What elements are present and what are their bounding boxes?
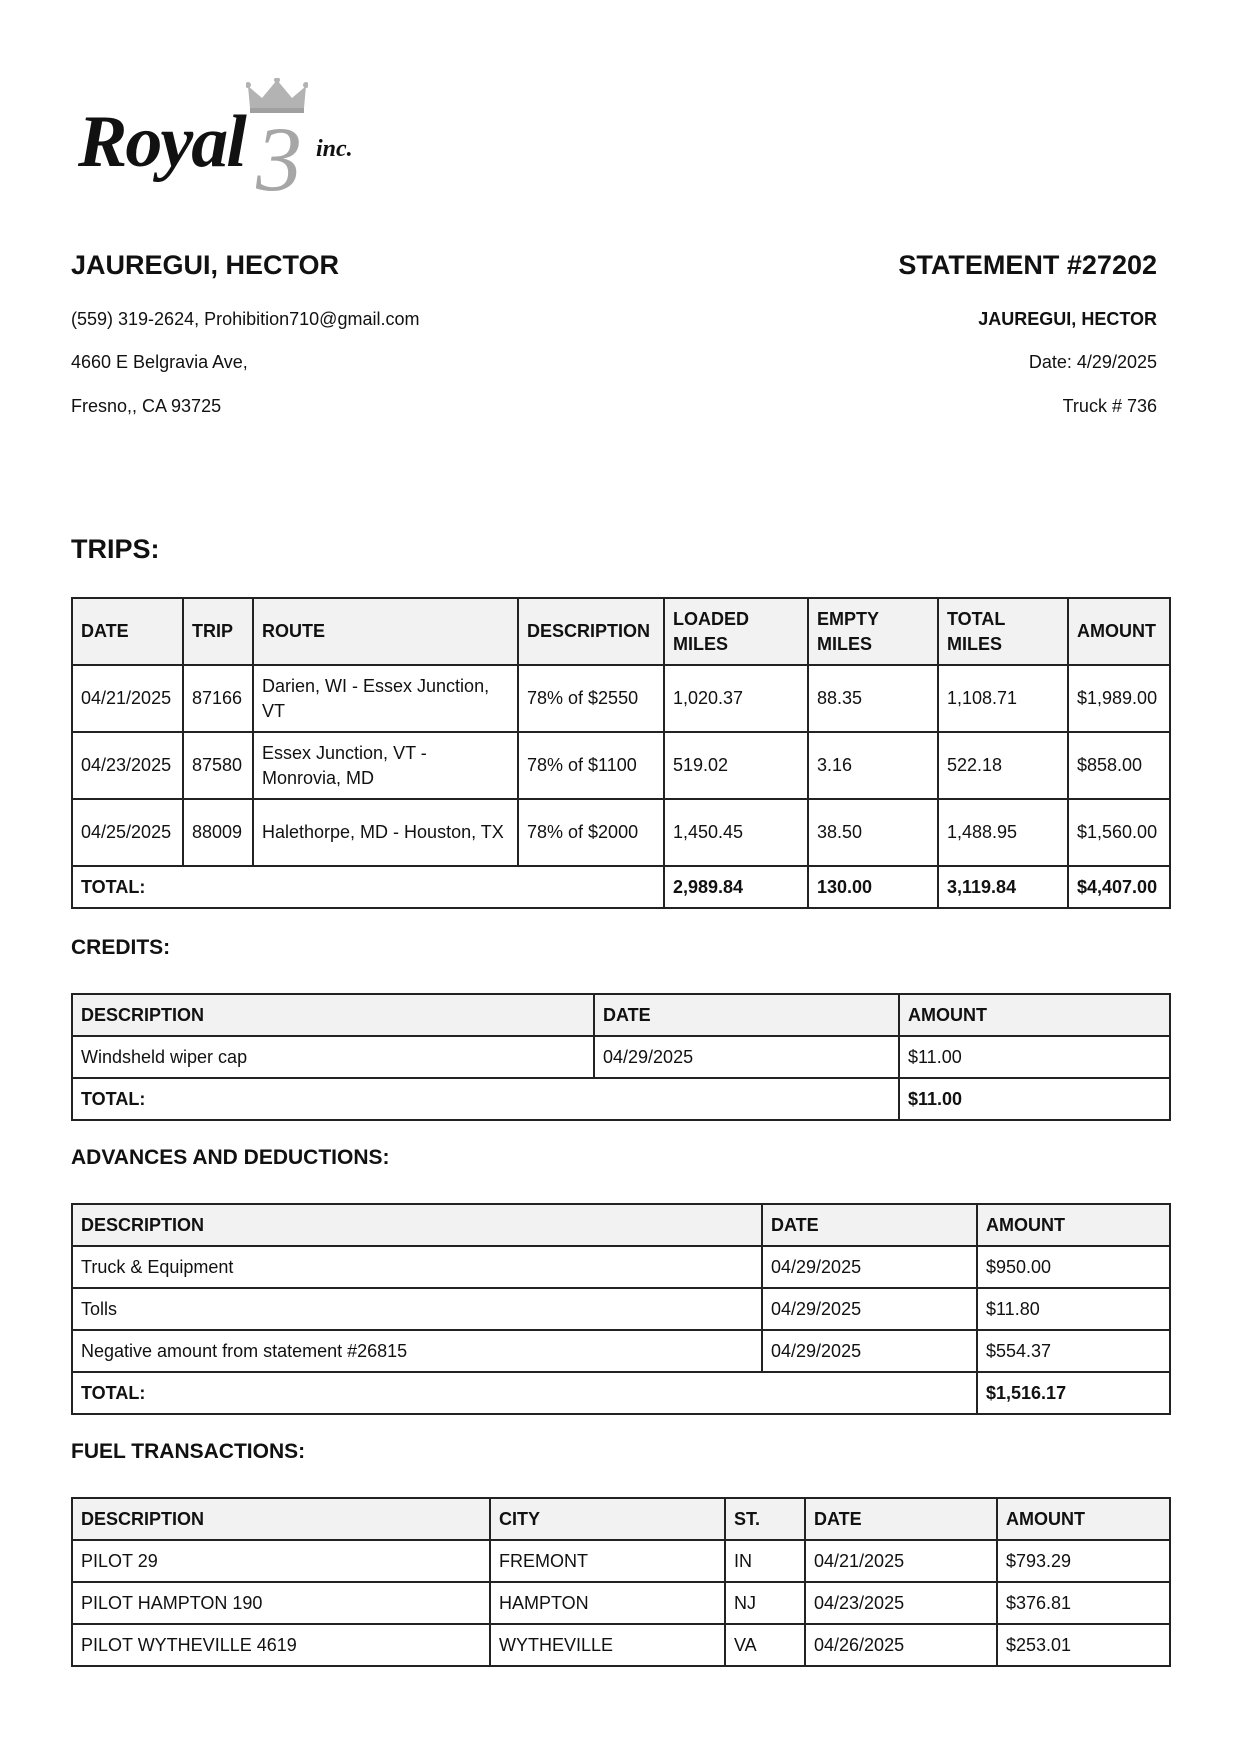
fuel-title: FUEL TRANSACTIONS: — [71, 1440, 306, 1463]
col-header: DATE — [594, 994, 899, 1036]
credits-header-row — [72, 994, 1170, 1036]
trip-description: 78% of $2000 — [518, 799, 664, 866]
trip-amount: $858.00 — [1068, 732, 1170, 799]
statement-driver: JAUREGUI, HECTOR — [978, 309, 1157, 329]
col-header: AMOUNT — [997, 1498, 1170, 1540]
advances-title: ADVANCES AND DEDUCTIONS: — [71, 1146, 390, 1169]
trips-total-row — [72, 866, 1170, 908]
total-amount: $4,407.00 — [1068, 866, 1170, 908]
fuel-header-row — [72, 1498, 1170, 1540]
advance-description: Tolls — [72, 1288, 762, 1330]
advances-total-row — [72, 1372, 1170, 1414]
trip-amount: $1,560.00 — [1068, 799, 1170, 866]
col-header: TRIP — [183, 598, 253, 665]
total-loaded-miles: 2,989.84 — [664, 866, 808, 908]
col-header: AMOUNT — [899, 994, 1170, 1036]
col-header: AMOUNT — [977, 1204, 1170, 1246]
total-label: TOTAL: — [72, 1372, 977, 1414]
trip-route: Darien, WI - Essex Junction, VT — [253, 665, 518, 732]
table-row — [72, 1246, 1170, 1288]
advance-amount: $554.37 — [977, 1330, 1170, 1372]
fuel-table — [71, 1497, 1171, 1667]
statement-title: STATEMENT #27202 — [898, 250, 1157, 280]
advance-date: 04/29/2025 — [762, 1330, 977, 1372]
driver-contact: (559) 319-2624, Prohibition710@gmail.com — [71, 309, 420, 329]
advance-description: Negative amount from statement #26815 — [72, 1330, 762, 1372]
credits-total-row — [72, 1078, 1170, 1120]
credits-table — [71, 993, 1171, 1121]
col-header: DESCRIPTION — [518, 598, 664, 665]
truck-number: Truck # 736 — [1062, 396, 1157, 416]
col-header: DATE — [72, 598, 183, 665]
col-header: EMPTY MILES — [808, 598, 938, 665]
col-header: DESCRIPTION — [72, 994, 594, 1036]
fuel-description: PILOT WYTHEVILLE 4619 — [72, 1624, 490, 1666]
trip-total-miles: 522.18 — [938, 732, 1068, 799]
trip-total-miles: 1,488.95 — [938, 799, 1068, 866]
trip-total-miles: 1,108.71 — [938, 665, 1068, 732]
table-row — [72, 1624, 1170, 1666]
fuel-amount: $793.29 — [997, 1540, 1170, 1582]
logo-brand: Royal — [78, 101, 245, 183]
advance-description: Truck & Equipment — [72, 1246, 762, 1288]
table-row — [72, 732, 1170, 799]
total-label: TOTAL: — [72, 866, 664, 908]
trip-loaded-miles: 1,020.37 — [664, 665, 808, 732]
advance-amount: $950.00 — [977, 1246, 1170, 1288]
fuel-city: FREMONT — [490, 1540, 725, 1582]
credit-description: Windsheld wiper cap — [72, 1036, 594, 1078]
total-amount: $11.00 — [899, 1078, 1170, 1120]
fuel-state: VA — [725, 1624, 805, 1666]
advances-table — [71, 1203, 1171, 1415]
total-empty-miles: 130.00 — [808, 866, 938, 908]
trips-header-row — [72, 598, 1170, 665]
trip-number: 88009 — [183, 799, 253, 866]
col-header: DATE — [762, 1204, 977, 1246]
fuel-state: NJ — [725, 1582, 805, 1624]
col-header: DESCRIPTION — [72, 1204, 762, 1246]
trip-amount: $1,989.00 — [1068, 665, 1170, 732]
table-row — [72, 1036, 1170, 1078]
col-header: DATE — [805, 1498, 997, 1540]
advance-date: 04/29/2025 — [762, 1246, 977, 1288]
advances-header-row — [72, 1204, 1170, 1246]
driver-name: JAUREGUI, HECTOR — [71, 250, 340, 280]
trip-date: 04/21/2025 — [72, 665, 183, 732]
fuel-date: 04/21/2025 — [805, 1540, 997, 1582]
trip-number: 87580 — [183, 732, 253, 799]
table-row — [72, 1540, 1170, 1582]
credit-date: 04/29/2025 — [594, 1036, 899, 1078]
total-total-miles: 3,119.84 — [938, 866, 1068, 908]
col-header: CITY — [490, 1498, 725, 1540]
trips-table — [71, 597, 1171, 909]
trip-empty-miles: 3.16 — [808, 732, 938, 799]
logo-number: 3 — [256, 108, 302, 210]
fuel-amount: $376.81 — [997, 1582, 1170, 1624]
trip-empty-miles: 38.50 — [808, 799, 938, 866]
statement-date: Date: 4/29/2025 — [1028, 352, 1157, 372]
driver-address-line2: Fresno,, CA 93725 — [71, 396, 222, 416]
trip-number: 87166 — [183, 665, 253, 732]
col-header: TOTAL MILES — [938, 598, 1068, 665]
fuel-date: 04/26/2025 — [805, 1624, 997, 1666]
logo-suffix: inc. — [316, 136, 353, 162]
trip-loaded-miles: 1,450.45 — [664, 799, 808, 866]
fuel-description: PILOT 29 — [72, 1540, 490, 1582]
trip-date: 04/23/2025 — [72, 732, 183, 799]
driver-address-line1: 4660 E Belgravia Ave, — [71, 352, 248, 372]
total-amount: $1,516.17 — [977, 1372, 1170, 1414]
trip-description: 78% of $2550 — [518, 665, 664, 732]
table-row — [72, 1330, 1170, 1372]
total-label: TOTAL: — [72, 1078, 899, 1120]
fuel-city: WYTHEVILLE — [490, 1624, 725, 1666]
fuel-city: HAMPTON — [490, 1582, 725, 1624]
table-row — [72, 799, 1170, 866]
trip-route: Essex Junction, VT - Monrovia, MD — [253, 732, 518, 799]
fuel-date: 04/23/2025 — [805, 1582, 997, 1624]
col-header: ROUTE — [253, 598, 518, 665]
credits-title: CREDITS: — [71, 936, 171, 959]
fuel-state: IN — [725, 1540, 805, 1582]
advance-date: 04/29/2025 — [762, 1288, 977, 1330]
credit-amount: $11.00 — [899, 1036, 1170, 1078]
fuel-amount: $253.01 — [997, 1624, 1170, 1666]
col-header: LOADED MILES — [664, 598, 808, 665]
trip-loaded-miles: 519.02 — [664, 732, 808, 799]
advance-amount: $11.80 — [977, 1288, 1170, 1330]
company-logo — [78, 78, 378, 210]
col-header: ST. — [725, 1498, 805, 1540]
col-header: DESCRIPTION — [72, 1498, 490, 1540]
table-row — [72, 665, 1170, 732]
trip-route: Halethorpe, MD - Houston, TX — [253, 799, 518, 866]
fuel-description: PILOT HAMPTON 190 — [72, 1582, 490, 1624]
table-row — [72, 1582, 1170, 1624]
trip-empty-miles: 88.35 — [808, 665, 938, 732]
trips-title: TRIPS: — [71, 534, 160, 564]
col-header: AMOUNT — [1068, 598, 1170, 665]
trip-date: 04/25/2025 — [72, 799, 183, 866]
table-row — [72, 1288, 1170, 1330]
trip-description: 78% of $1100 — [518, 732, 664, 799]
